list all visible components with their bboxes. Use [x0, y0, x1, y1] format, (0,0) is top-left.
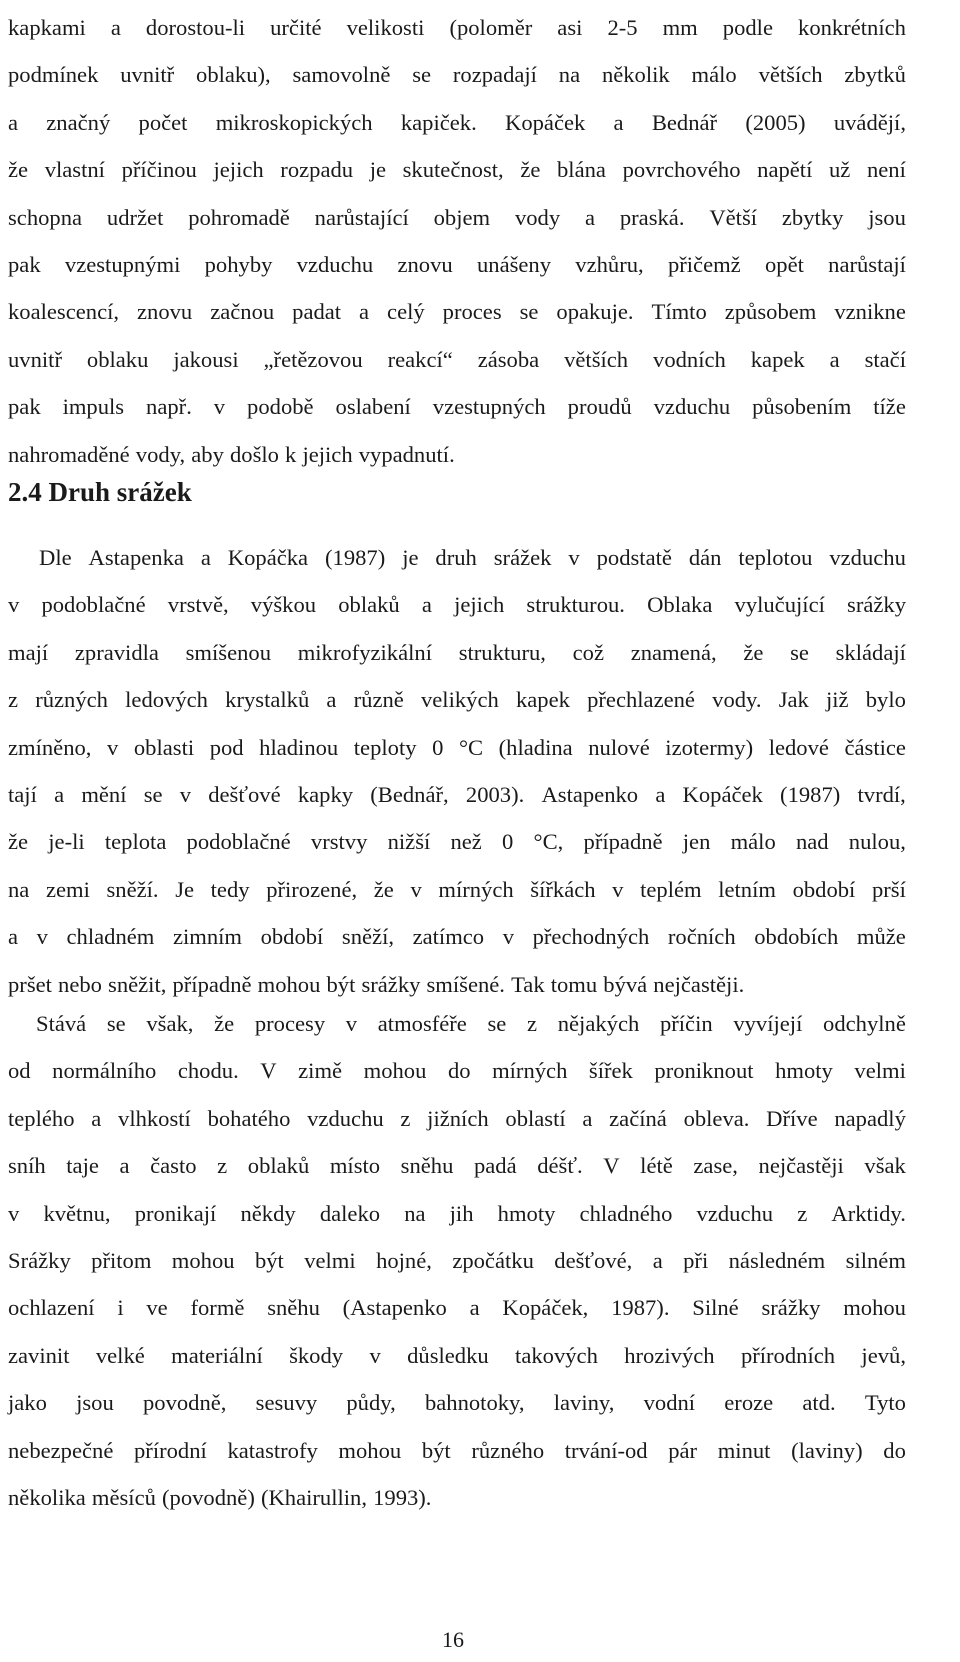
text-line: zavinit velké materiální škody v důsledku takových hrozivých přírodních jevů, [8, 1342, 906, 1368]
text-line: v podoblačné vrstvě, výškou oblaků a jejich strukturou. Oblaka vylučující srážky [8, 592, 906, 618]
text-line: uvnitř oblaku jakousi „řetězovou reakcí“ zásoba větších vodních kapek a stačí [8, 346, 906, 372]
text-line: schopna udržet pohromadě narůstající objem vody a praská. Větší zbytky jsou [8, 204, 906, 230]
text-line: jako jsou povodně, sesuvy půdy, bahnotoky, laviny, vodní eroze atd. Tyto [8, 1390, 906, 1416]
text-line: Srážky přitom mohou být velmi hojné, zpočátku dešťové, a při následném silném [8, 1247, 906, 1273]
text-line: pak impuls např. v podobě oslabení vzestupných proudů vzduchu působením tíže [8, 394, 906, 420]
text-line: Dle Astapenka a Kopáčka (1987) je druh srážek v podstatě dán teplotou vzduchu [39, 545, 906, 570]
page-number: 16 [442, 1627, 464, 1652]
text-line: teplého a vlhkostí bohatého vzduchu z jižních oblastí a začíná obleva. Dříve napadlý [8, 1105, 906, 1131]
paragraph-continued [8, 0, 906, 478]
text-line: od normálního chodu. V zimě mohou do mírných šířek proniknout hmoty velmi [8, 1058, 906, 1084]
text-line: na zemi sněží. Je tedy přirozené, že v mírných šířkách v teplém letním období prší [8, 876, 906, 902]
text-line: pršet nebo sněžit, případně mohou být srážky smíšené. Tak tomu bývá nejčastěji. [8, 971, 745, 997]
text-line: sníh taje a často z oblaků místo sněhu padá déšť. V létě zase, nejčastěji však [8, 1153, 906, 1179]
section-heading: 2.4 Druh srážek [8, 477, 192, 507]
text-line: mají zpravidla smíšenou mikrofyzikální strukturu, což znamená, že se skládají [8, 639, 906, 665]
text-line: kapkami a dorostou-li určité velikosti (poloměr asi 2-5 mm podle konkrétních [8, 15, 906, 40]
paragraph-odchylne-procesy [8, 1000, 906, 1521]
text-line: a v chladném zimním období sněží, zatímco v přechodných ročních obdobích může [8, 924, 906, 950]
text-line: nahromaděné vody, aby došlo k jejich vypadnutí. [8, 441, 455, 467]
text-line: z různých ledových krystalků a různě velikých kapek přechlazené vody. Jak již bylo [8, 687, 906, 713]
text-line: pak vzestupnými pohyby vzduchu znovu unášeny vzhůru, přičemž opět narůstají [8, 251, 906, 277]
text-line: tají a mění se v dešťové kapky (Bednář, 2003). Astapenko a Kopáček (1987) tvrdí, [8, 781, 906, 807]
text-line: ochlazení i ve formě sněhu (Astapenko a Kopáček, 1987). Silné srážky mohou [8, 1295, 906, 1321]
text-line: koalescencí, znovu začnou padat a celý proces se opakuje. Tímto způsobem vznikne [8, 299, 906, 325]
text-line: že vlastní příčinou jejich rozpadu je skutečnost, že blána povrchového napětí už není [8, 157, 906, 183]
text-line: podmínek uvnitř oblaku), samovolně se rozpadají na několik málo větších zbytků [8, 62, 906, 88]
text-line: Stává se však, že procesy v atmosféře se z nějakých příčin vyvíjejí odchylně [36, 1011, 906, 1036]
text-line: a značný počet mikroskopických kapiček. Kopáček a Bednář (2005) uvádějí, [8, 109, 906, 135]
text-line: několika měsíců (povodně) (Khairullin, 1993). [8, 1484, 432, 1510]
text-line: že je-li teplota podoblačné vrstvy nižší než 0 °C, případně jen málo nad nulou, [8, 829, 906, 855]
text-line: zmíněno, v oblasti pod hladinou teploty 0 °C (hladina nulové izotermy) ledové částice [8, 734, 906, 760]
text-line: v květnu, pronikají někdy daleko na jih hmoty chladného vzduchu z Arktidy. [8, 1200, 906, 1226]
text-line: nebezpečné přírodní katastrofy mohou být různého trvání-od pár minut (laviny) do [8, 1437, 906, 1463]
paragraph-druh-srazek [8, 534, 906, 1008]
